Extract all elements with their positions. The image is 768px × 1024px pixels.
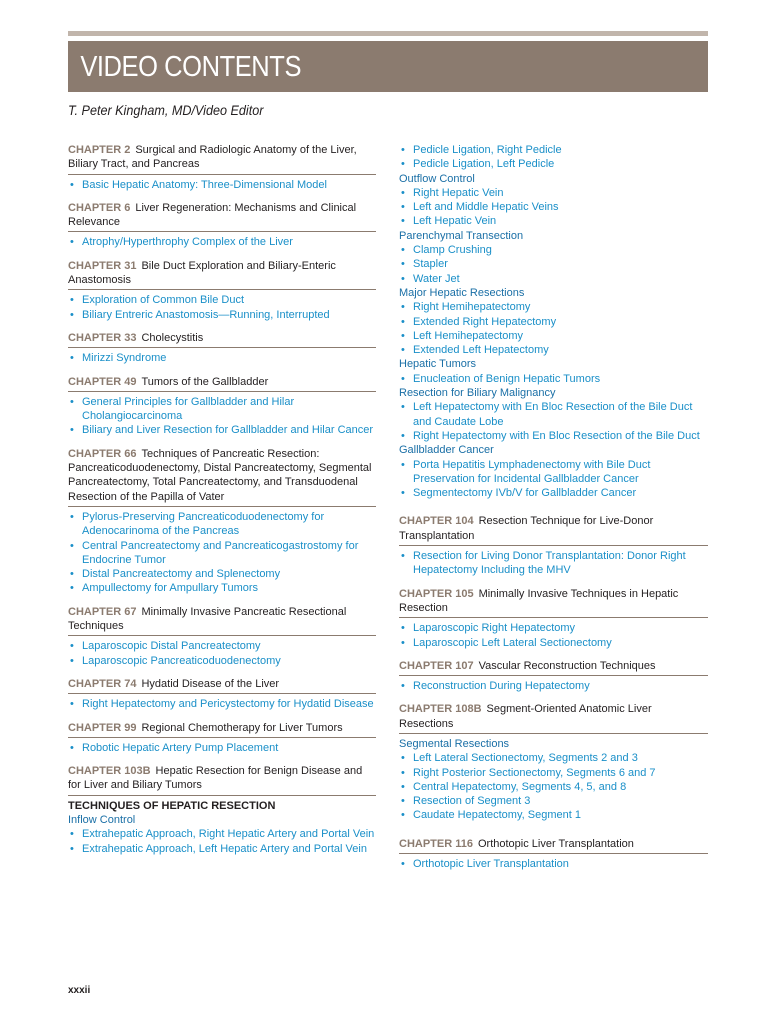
title-banner	[68, 41, 708, 92]
left-column	[68, 143, 376, 865]
video-link[interactable]: • Left Hemihepatectomy	[399, 329, 708, 343]
chapter-number: CHAPTER 108B	[399, 703, 482, 716]
chapter-number: CHAPTER 107	[399, 659, 474, 672]
continued-video-list	[399, 143, 708, 172]
chapter-heading	[399, 659, 708, 676]
video-list	[399, 679, 708, 693]
chapter-title: Bile Duct Exploration and Biliary-Enteric Anastomosis	[68, 259, 336, 287]
video-link[interactable]: • Left and Middle Hepatic Veins	[399, 200, 708, 214]
chapter-block	[399, 659, 708, 694]
video-list	[68, 510, 376, 596]
video-link[interactable]: • Basic Hepatic Anatomy: Three-Dimensional Model	[68, 178, 376, 192]
chapter-block	[399, 702, 708, 822]
video-link[interactable]: • Distal Pancreatectomy and Splenectomy	[68, 567, 376, 581]
video-link[interactable]: • Pedicle Ligation, Left Pedicle	[399, 157, 708, 171]
video-link[interactable]: • Right Hepatectomy and Pericystectomy for Hydatid Disease	[68, 697, 376, 711]
video-link[interactable]: • Robotic Hepatic Artery Pump Placement	[68, 741, 376, 755]
video-link[interactable]: • Pedicle Ligation, Right Pedicle	[399, 143, 708, 157]
group-heading: Parenchymal Transection	[399, 229, 524, 242]
page-title: VIDEO CONTENTS	[80, 51, 302, 83]
chapter-block	[399, 587, 708, 650]
video-link[interactable]: • Biliary Entreric Anastomosis—Running, Interrupted	[68, 308, 376, 322]
chapter-block	[68, 259, 376, 322]
video-link[interactable]: • Water Jet	[399, 272, 708, 286]
video-link[interactable]: • Orthotopic Liver Transplantation	[399, 857, 708, 871]
chapter-number: CHAPTER 99	[68, 721, 137, 734]
video-list	[399, 400, 708, 443]
chapter-title: Segment-Oriented Anatomic Liver Resections	[399, 703, 652, 730]
page-number: xxxii	[68, 985, 91, 996]
right-chapter-list	[399, 514, 708, 693]
chapter-block	[68, 201, 376, 250]
video-link[interactable]: • Biliary and Liver Resection for Gallbladder and Hilar Cancer	[68, 423, 376, 437]
video-link[interactable]: • Resection for Living Donor Transplantation: Donor Right Hepatectomy Including the MHV	[399, 549, 708, 578]
video-list	[68, 395, 376, 438]
chapter-number: CHAPTER 103B	[68, 765, 151, 778]
chapter-title: Liver Regeneration: Mechanisms and Clinical Relevance	[68, 201, 357, 229]
chapter-title: Minimally Invasive Pancreatic Resectional Techniques	[68, 605, 347, 633]
video-link[interactable]: • Atrophy/Hyperthrophy Complex of the Liver	[68, 235, 376, 249]
video-link[interactable]: • Extended Left Hepatectomy	[399, 343, 708, 357]
section-title: TECHNIQUES OF HEPATIC RESECTION	[68, 799, 276, 812]
chapter-block	[68, 677, 376, 712]
chapter-block	[68, 143, 376, 192]
chapter-heading	[399, 837, 708, 854]
chapter-heading	[68, 677, 376, 694]
video-link[interactable]: • Laparoscopic Left Lateral Sectionectomy	[399, 636, 708, 650]
video-link[interactable]: • Laparoscopic Pancreaticoduodenectomy	[68, 654, 376, 668]
video-link[interactable]: • Right Hemihepatectomy	[399, 300, 708, 314]
chapter-number: CHAPTER 49	[68, 375, 137, 388]
video-link[interactable]: • Extended Right Hepatectomy	[399, 315, 708, 329]
chapter-title: Orthotopic Liver Transplantation	[477, 837, 634, 850]
chapter-heading	[399, 514, 708, 546]
chapter-block	[68, 721, 376, 756]
chapter-number: CHAPTER 116	[399, 837, 473, 850]
video-list	[68, 178, 376, 192]
video-link[interactable]: • Extrahepatic Approach, Right Hepatic Artery and Portal Vein	[68, 827, 376, 841]
chapter-title: Hepatic Resection for Benign Disease and for Liver and Biliary Tumors	[68, 765, 363, 792]
video-list	[399, 751, 708, 822]
video-link[interactable]: • Laparoscopic Right Hepatectomy	[399, 621, 708, 635]
video-link[interactable]: • Laparoscopic Distal Pancreatectomy	[68, 639, 376, 653]
chapter-heading	[68, 721, 376, 738]
video-list	[399, 300, 708, 357]
group-heading: Inflow Control	[68, 813, 136, 826]
chapter-block	[399, 837, 708, 872]
group-heading: Outflow Control	[399, 172, 475, 185]
video-groups	[68, 813, 376, 856]
left-chapter-list	[68, 143, 376, 755]
chapter-number: CHAPTER 2	[68, 144, 131, 156]
chapter-number: CHAPTER 105	[399, 587, 474, 600]
chapter-heading	[68, 259, 376, 291]
chapter-number: CHAPTER 33	[68, 331, 137, 344]
video-link[interactable]: • Reconstruction During Hepatectomy	[399, 679, 708, 693]
chapter-block	[68, 375, 376, 438]
chapter-title: Surgical and Radiologic Anatomy of the Liver, Biliary Tract, and Pancreas	[68, 144, 357, 171]
chapter-block	[68, 605, 376, 668]
chapter-title: Techniques of Pancreatic Resection: Pancreaticoduodenectomy, Distal Pancreatectomy, Segmental Pancreatectomy, Total Pancreatectomy, and Transduodenal Resection of the Papilla of Vater	[68, 447, 372, 503]
group-heading: Resection for Biliary Malignancy	[399, 387, 556, 400]
video-list	[399, 857, 708, 871]
group-heading: Hepatic Tumors	[399, 358, 477, 371]
video-link[interactable]: • Pylorus-Preserving Pancreaticoduodenectomy for Adenocarinoma of the Pancreas	[68, 510, 376, 539]
chapter-heading	[68, 605, 376, 637]
chapter-heading	[68, 331, 376, 348]
right-column	[399, 143, 708, 880]
chapter-heading	[68, 201, 376, 233]
video-link[interactable]: • Resection of Segment 3	[399, 794, 708, 808]
chapter-title: Minimally Invasive Techniques in Hepatic Resection	[399, 587, 679, 614]
chapter-number: CHAPTER 6	[68, 201, 131, 214]
video-link[interactable]: • Ampullectomy for Ampullary Tumors	[68, 581, 376, 595]
video-list	[399, 243, 708, 286]
chapter-heading	[68, 764, 376, 796]
chapter-heading	[68, 143, 376, 175]
video-list	[68, 697, 376, 711]
chapter-number: CHAPTER 31	[68, 259, 137, 272]
group-heading: Segmental Resections	[399, 737, 510, 750]
video-list	[399, 186, 708, 229]
video-link[interactable]: • Left Hepatectomy with En Bloc Resection of the Bile Duct and Caudate Lobe	[399, 400, 708, 429]
video-link[interactable]: • Extrahepatic Approach, Left Hepatic Artery and Portal Vein	[68, 842, 376, 856]
video-list	[68, 235, 376, 249]
video-link[interactable]: • Stapler	[399, 257, 708, 271]
chapter-title: Regional Chemotherapy for Liver Tumors	[141, 721, 343, 734]
video-list	[399, 372, 708, 386]
video-link[interactable]: • Right Hepatectomy with En Bloc Resection of the Bile Duct	[399, 429, 708, 443]
chapter-title: Cholecystitis	[141, 331, 204, 344]
chapter-heading	[68, 375, 376, 392]
video-link[interactable]: • Left Hepatic Vein	[399, 214, 708, 228]
video-link[interactable]: • Right Posterior Sectionectomy, Segments 6 and 7	[399, 766, 708, 780]
chapter-block	[68, 764, 376, 856]
video-list	[399, 549, 708, 578]
video-list	[68, 351, 376, 365]
chapter-title: Tumors of the Gallbladder	[141, 375, 269, 388]
video-editor-credit: T. Peter Kingham, MD/Video Editor	[68, 102, 264, 118]
video-list	[399, 458, 708, 501]
video-link[interactable]: • Clamp Crushing	[399, 243, 708, 257]
chapter-heading	[399, 702, 708, 734]
video-link[interactable]: • Left Lateral Sectionectomy, Segments 2 and 3	[399, 751, 708, 765]
video-link[interactable]: • Mirizzi Syndrome	[68, 351, 376, 365]
chapter-title: Vascular Reconstruction Techniques	[478, 659, 656, 672]
group-heading: Major Hepatic Resections	[399, 286, 525, 299]
chapter-title: Resection Technique for Live-Donor Transplantation	[399, 515, 654, 542]
chapter-block	[399, 514, 708, 577]
chapter-number: CHAPTER 67	[68, 605, 137, 618]
video-link[interactable]: • Segmentectomy IVb/V for Gallbladder Cancer	[399, 486, 708, 500]
chapter-heading	[68, 447, 376, 507]
video-list	[68, 741, 376, 755]
video-link[interactable]: • Central Hepatectomy, Segments 4, 5, and 8	[399, 780, 708, 794]
video-list	[68, 827, 376, 856]
video-list	[68, 293, 376, 322]
video-link[interactable]: • Right Hepatic Vein	[399, 186, 708, 200]
video-list	[68, 639, 376, 668]
chapter-title: Hydatid Disease of the Liver	[141, 677, 280, 690]
video-groups	[399, 172, 708, 501]
chapter-number: CHAPTER 74	[68, 677, 137, 690]
video-link[interactable]: • Exploration of Common Bile Duct	[68, 293, 376, 307]
video-link[interactable]: • Central Pancreatectomy and Pancreaticogastrostomy for Endocrine Tumor	[68, 539, 376, 568]
video-link[interactable]: • Caudate Hepatectomy, Segment 1	[399, 808, 708, 822]
chapter-block	[68, 331, 376, 366]
chapter-number: CHAPTER 66	[68, 447, 137, 460]
video-link[interactable]: • General Principles for Gallbladder and Hilar Cholangiocarcinoma	[68, 395, 376, 424]
top-rule	[68, 31, 708, 36]
group-heading: Gallbladder Cancer	[399, 444, 494, 457]
video-link[interactable]: • Porta Hepatitis Lymphadenectomy with Bile Duct Preservation for Incidental Gallbladder Cancer	[399, 458, 708, 487]
chapter-number: CHAPTER 104	[399, 515, 474, 528]
chapter-heading	[399, 587, 708, 619]
video-list	[399, 621, 708, 650]
chapter-block	[68, 447, 376, 596]
video-link[interactable]: • Enucleation of Benign Hepatic Tumors	[399, 372, 708, 386]
